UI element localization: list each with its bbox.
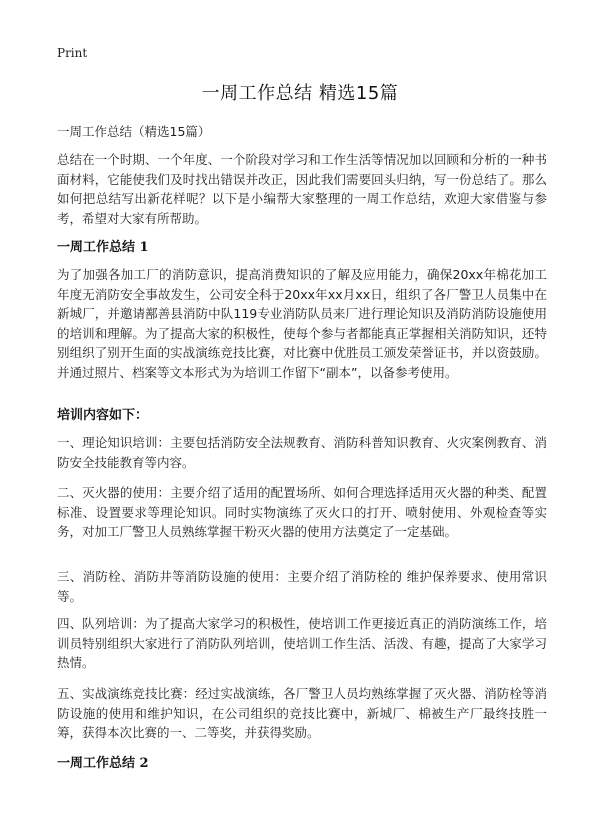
intro-paragraph: 总结在一个时期、一个年度、一个阶段对学习和工作生活等情况加以回顾和分析的一种书面材料，它能使我们及时找出错误并改正，因此我们需要回头归纳，写一份总结了。那么如何把总结写出新花样呢？以下是小编帮大家整理的一周工作总结，欢迎大家借鉴与参考，希望对大家有所帮助。	[57, 152, 547, 226]
document-title: 一周工作总结 精选15篇	[201, 83, 399, 104]
section-heading-2: 一周工作总结 2	[57, 756, 149, 771]
document-subtitle: 一周工作总结（精选15篇）	[57, 124, 211, 139]
section-heading-1: 一周工作总结 1	[57, 240, 149, 255]
section1-paragraph: 为了加强各加工厂的消防意识，提高消费知识的了解及应用能力，确保20xx年棉花加工年度无消防安全事故发生，公司安全科于20xx年xx月xx日，组织了各厂警卫人员集中在新城厂，并邀请鄯善县消防中队119专业消防队员来厂进行理论知识及消防消防设施使用的培训和理解。为了提高大家的积极性，使每个参与者都能真正掌握相关消防知识，还特别组织了别开生面的实战演练竞技比赛，对比赛中优胜员工颁发荣誉证书，并以资鼓励。并通过照片、档案等文本形式为为培训工作留下“副本”，以备参考使用。	[57, 267, 547, 380]
training-heading: 培训内容如下：	[57, 408, 149, 423]
training-item: 四、队列培训：为了提高大家学习的积极性，使培训工作更接近真正的消防演练工作，培训员特别组织大家进行了消防队列培训，使培训工作生活、活泼、有趣，提高了大家学习热情。	[57, 616, 547, 670]
training-item: 三、消防栓、消防井等消防设施的使用：主要介绍了消防栓的 维护保养要求、使用常识等。	[57, 569, 547, 604]
training-item: 二、灭火器的使用：主要介绍了适用的配置场所、如何合理选择适用灭火器的种类、配置标准、设置要求等理论知识。同时实物演练了灭火口的打开、喷射使用、外观检查等实务，对加工厂警卫人员熟练掌握干粉灭火器的使用方法奠定了一定基础。	[57, 485, 547, 539]
print-label[interactable]: Print	[57, 46, 88, 60]
training-item: 五、实战演练竞技比赛：经过实战演练，各厂警卫人员均熟练掌握了灭火器、消防栓等消防设施的使用和维护知识，在公司组织的竞技比赛中，新城厂、棉被生产厂最终技胜一筹，获得本次比赛的一、二等奖，并获得奖励。	[57, 686, 547, 740]
training-item: 一、理论知识培训：主要包括消防安全法规教育、消防科普知识教育、火灾案例教育、消防安全技能教育等内容。	[57, 435, 547, 470]
